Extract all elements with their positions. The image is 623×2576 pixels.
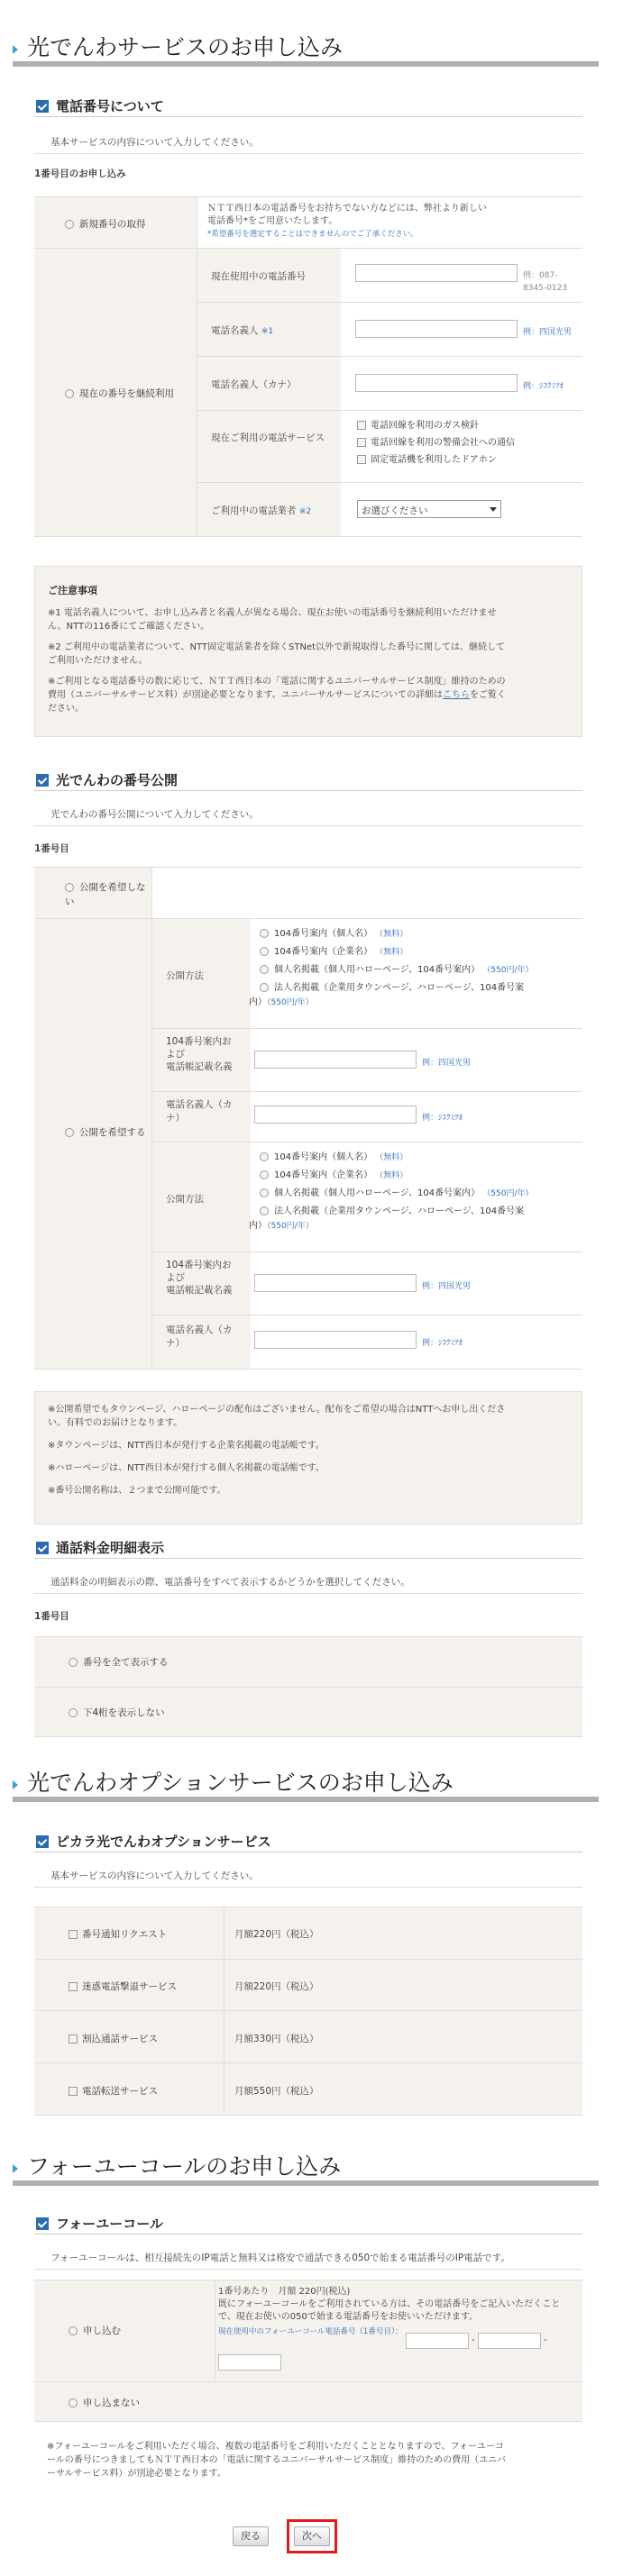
heading-publish: 光でんわの番号公開 <box>34 771 582 791</box>
caution-box <box>34 566 582 737</box>
radio-icon[interactable] <box>69 2399 78 2408</box>
checkbox-icon <box>36 1542 49 1554</box>
billing-row-all <box>34 1636 582 1687</box>
current-number-example: 例：087-8345-0123 <box>523 271 568 293</box>
method-label: 公開方法 <box>166 1194 204 1205</box>
heading-option: ピカラ光でんわオプションサービス <box>34 1833 582 1852</box>
radio-icon[interactable] <box>260 929 269 938</box>
heading-phone: 電話番号について <box>34 97 582 117</box>
phone-table <box>34 196 582 537</box>
holder-input[interactable] <box>355 320 518 338</box>
checkbox-icon[interactable] <box>357 455 366 464</box>
checkbox-icon <box>36 774 49 787</box>
listing-holder-label: 104番号案内お よび 電話帳記載名義 <box>166 1036 233 1072</box>
using-service-label: 現在ご利用の電話サービス <box>211 432 325 443</box>
kana-input-2[interactable] <box>254 1331 417 1349</box>
radio-icon[interactable] <box>69 1708 78 1717</box>
radio-icon[interactable] <box>260 1206 269 1215</box>
method-corporate-listing[interactable]: 法人名掲載（企業用タウンページ、ハローページ、104番号案 <box>260 1203 534 1220</box>
radio-icon[interactable] <box>260 1152 269 1161</box>
listing-holder-input-2[interactable] <box>254 1274 417 1292</box>
option-table <box>34 1907 582 2116</box>
radio-icon[interactable] <box>69 1658 78 1667</box>
radio-icon[interactable] <box>260 1170 269 1179</box>
publish-table <box>34 867 582 1370</box>
publish-radio[interactable]: 公開を希望する <box>65 1125 146 1140</box>
billing-row-hide <box>34 1687 582 1737</box>
caution-title: ご注意事項 <box>48 585 97 596</box>
fyc-table: 申し込む 1番号あたり 月額 220円(税込) 既にフォーユーコールをご利用されている方は、その電話番号をご記入いただくこと で、現在お使いの050で始まる電話番号をお使いいただけます。 現在使用中のフォーユーコール電話番号（1番号目）： - - 申し込まない <box>34 2280 582 2422</box>
method-104-company[interactable]: 104番号案内（企業名） （無料） <box>260 1167 534 1185</box>
radio-icon[interactable] <box>260 947 269 956</box>
service-option-doorphone[interactable]: 固定電話機を利用したドアホン <box>357 451 515 469</box>
listing-holder-label: 104番号案内お よび 電話帳記載名義 <box>166 1260 233 1296</box>
checkbox-icon[interactable] <box>69 1982 78 1991</box>
keep-number-radio[interactable]: 現在の番号を継続利用 <box>65 387 191 401</box>
divider <box>34 153 582 154</box>
option-price: 月額330円（税込） <box>234 2034 319 2044</box>
new-number-note: ＮＴＴ西日本の電話番号をお持ちでない方などには、弊社より新しい 電話番号*をご用意いたします。 *希望番号を選定することはできませんのでご了承ください。 <box>207 204 487 239</box>
checkbox-icon <box>36 2217 49 2230</box>
carrier-select[interactable]: お選びください <box>357 500 501 518</box>
option-price: 月額220円（税込） <box>234 1981 319 1992</box>
divider <box>34 2269 582 2270</box>
publish-notes: ※公開希望でもタウンページ、ハローページの配布はございません。配布をご希望の場合はNTTへお申し出くださ い。有料でのお届けとなります。 ※タウンページは、NTT西日本が発行する企業名掲載の電話帳です。 ※ハローページは、NTT西日本が発行する個人名掲載の電話帳です。 ※番号公開名称は、２つまで公開可能です。 <box>48 1405 506 1496</box>
radio-icon[interactable] <box>65 1128 74 1137</box>
section-title-hikari: 光でんわサービスのお申し込み <box>13 34 599 67</box>
radio-icon[interactable] <box>260 983 269 992</box>
caution-notes: ※1 電話名義人について、お申し込み者と名義人が異なる場合、現在お使いの電話番号を継続利用いただけませ ん。NTTの116番にてご確認ください。 ※2 ご利用中の電話業者について、NTT固定電話業者を除くSTNet以外で新規取得した番号に関しては、継続して ご利用いただけません。 ※ご利用となる電話番号の数に応じて、ＮＴＴ西日本の「電話に関するユニバーサルサービス制度」維持のための 費用（ユニバーサルサービス料）が別途必要となります。ユニバーサルサービスについての詳細はこちらをご覧く ださい。 <box>48 608 506 714</box>
current-number-input[interactable] <box>355 264 518 282</box>
holder-label: 電話名義人 ※1 <box>211 325 274 336</box>
fyc-number-input-1[interactable] <box>406 2333 469 2349</box>
publish-notes-box <box>34 1391 582 1525</box>
checkbox-icon[interactable] <box>357 438 366 447</box>
listing-holder-example: 例：四国光男 <box>422 1059 472 1068</box>
divider <box>34 1593 582 1594</box>
option-nuisance[interactable]: 迷惑電話撃退サービス <box>69 1980 177 1993</box>
method-options-1: 104番号案内（個人名） （無料） 104番号案内（企業名） （無料） 個人名掲載（個人用ハローページ、104番号案内） （550円/年） 法人名掲載（企業用タウンページ、ハローページ、104番号案 内）（550円/年） <box>260 925 534 1009</box>
radio-icon[interactable] <box>69 2326 78 2335</box>
fyc-info: 1番号あたり 月額 220円(税込) 既にフォーユーコールをご利用されている方は、その電話番号をご記入いただくこと で、現在お使いの050で始まる電話番号をお使いいただけます。 現在使用中のフォーユーコール電話番号（1番号目）： <box>218 2287 561 2336</box>
divider <box>34 1887 582 1888</box>
method-options-2: 104番号案内（個人名） （無料） 104番号案内（企業名） （無料） 個人名掲載（個人用ハローページ、104番号案内） （550円/年） 法人名掲載（企業用タウンページ、ハローページ、104番号案 内）（550円/年） <box>260 1149 534 1233</box>
radio-icon[interactable] <box>260 965 269 974</box>
checkbox-icon <box>36 1835 49 1848</box>
method-104-company[interactable]: 104番号案内（企業名） （無料） <box>260 943 534 961</box>
kana-example: 例：ｼｺｸﾐﾂｵ <box>422 1339 463 1348</box>
carrier-label: ご利用中の電話業者 ※2 <box>211 505 312 516</box>
holder-kana-input[interactable] <box>355 374 518 392</box>
holder-kana-label: 電話名義人（カナ） <box>211 379 297 390</box>
billing-line1: 1番号目 <box>34 1611 69 1622</box>
service-option-security[interactable]: 電話回線を利用の警備会社への通信 <box>357 434 515 451</box>
triangle-icon <box>13 2164 18 2173</box>
checkbox-icon[interactable] <box>69 2087 78 2096</box>
method-corporate-listing[interactable]: 法人名掲載（企業用タウンページ、ハローページ、104番号案 <box>260 979 534 997</box>
checkbox-icon <box>36 100 49 113</box>
listing-holder-example: 例：四国光男 <box>422 1282 472 1291</box>
divider <box>34 825 582 826</box>
section-title-fyc: フォーユーコールのお申し込み <box>13 2153 599 2186</box>
kana-label: 電話名義人（カ ナ） <box>166 1099 233 1124</box>
billing-hide-radio[interactable]: 下4桁を表示しない <box>69 1706 165 1719</box>
checkbox-icon[interactable] <box>357 421 366 430</box>
option-desc: 基本サービスの内容について入力してください。 <box>50 1871 259 1881</box>
checkbox-icon[interactable] <box>69 2034 78 2044</box>
heading-billing: 通話料金明細表示 <box>34 1539 582 1559</box>
heading-fyc: フォーユーコール <box>34 2215 582 2235</box>
fyc-bottom-note: ※フォーユーコールをご利用いただく場合、複数の電話番号をご利用いただくこととなりますので、フォーユーコ ールの番号につきましてもＮＴＴ西日本の「電話に関するユニバーサルサービス制度」維持のための費用（ユニバ ーサルサービス料）が別途必要となります。 <box>47 2442 507 2479</box>
method-personal-listing[interactable]: 個人名掲載（個人用ハローページ、104番号案内） （550円/年） <box>260 1185 534 1203</box>
holder-kana-example: 例：ｼｺｸﾐﾂｵ <box>523 382 564 391</box>
fyc-apply-radio[interactable]: 申し込む <box>69 2324 121 2337</box>
fyc-number-input-3[interactable] <box>218 2354 281 2371</box>
option-forwarding[interactable]: 電話転送サービス <box>69 2084 158 2098</box>
no-publish-radio[interactable]: 公開を希望しない <box>65 882 146 907</box>
fyc-no-apply-radio[interactable]: 申し込まない <box>69 2396 140 2409</box>
kana-input[interactable] <box>254 1106 417 1124</box>
option-price: 月額220円（税込） <box>234 1929 319 1940</box>
back-button[interactable]: 戻る <box>233 2526 269 2546</box>
universal-service-link[interactable]: こちら <box>443 690 470 700</box>
method-104-personal[interactable]: 104番号案内（個人名） （無料） <box>260 925 534 943</box>
fyc-desc: フォーユーコールは、相互接続先のIP電話と無料又は格安で通話できる050で始まる電話番号のIP電話です。 <box>50 2253 510 2263</box>
kana-label: 電話名義人（カ ナ） <box>166 1324 233 1349</box>
phone-desc: 基本サービスの内容について入力してください。 <box>50 137 259 148</box>
billing-all-radio[interactable]: 番号を全て表示する <box>69 1655 169 1669</box>
option-price: 月額550円（税込） <box>234 2086 319 2097</box>
service-option-gas[interactable]: 電話回線を利用のガス検針 <box>357 417 515 434</box>
radio-icon[interactable] <box>65 389 74 398</box>
next-button[interactable]: 次へ <box>294 2526 330 2546</box>
checkbox-icon[interactable] <box>69 1930 78 1939</box>
listing-holder-input[interactable] <box>254 1051 417 1069</box>
option-call-waiting[interactable]: 割込通話サービス <box>69 2032 158 2045</box>
billing-desc: 通話料金の明細表示の際、電話番号をすべて表示するかどうかを選択してください。 <box>50 1577 410 1588</box>
triangle-icon <box>13 45 18 54</box>
publish-line1: 1番号目 <box>34 843 69 854</box>
method-104-personal[interactable]: 104番号案内（個人名） （無料） <box>260 1149 534 1167</box>
method-personal-listing[interactable]: 個人名掲載（個人用ハローページ、104番号案内） （550円/年） <box>260 961 534 979</box>
radio-icon[interactable] <box>260 1188 269 1197</box>
section-title-option: 光でんわオプションサービスのお申し込み <box>13 1770 599 1802</box>
radio-icon[interactable] <box>65 220 74 229</box>
triangle-icon <box>13 1780 18 1789</box>
chevron-down-icon <box>490 507 497 512</box>
kana-example: 例：ｼｺｸﾐﾂｵ <box>422 1114 463 1123</box>
option-caller-id[interactable]: 番号通知リクエスト <box>69 1927 167 1941</box>
fyc-number-input-2[interactable] <box>478 2333 541 2349</box>
method-label: 公開方法 <box>166 970 204 981</box>
new-number-radio[interactable]: 新規番号の取得 <box>65 217 146 231</box>
holder-example: 例：四国光男 <box>523 328 573 337</box>
service-options <box>357 417 515 469</box>
radio-icon[interactable] <box>65 883 74 892</box>
publish-desc: 光でんわの番号公開について入力してください。 <box>50 809 259 820</box>
line1-title: 1番号目のお申し込み <box>34 168 126 179</box>
current-number-label: 現在使用中の電話番号 <box>211 271 306 282</box>
